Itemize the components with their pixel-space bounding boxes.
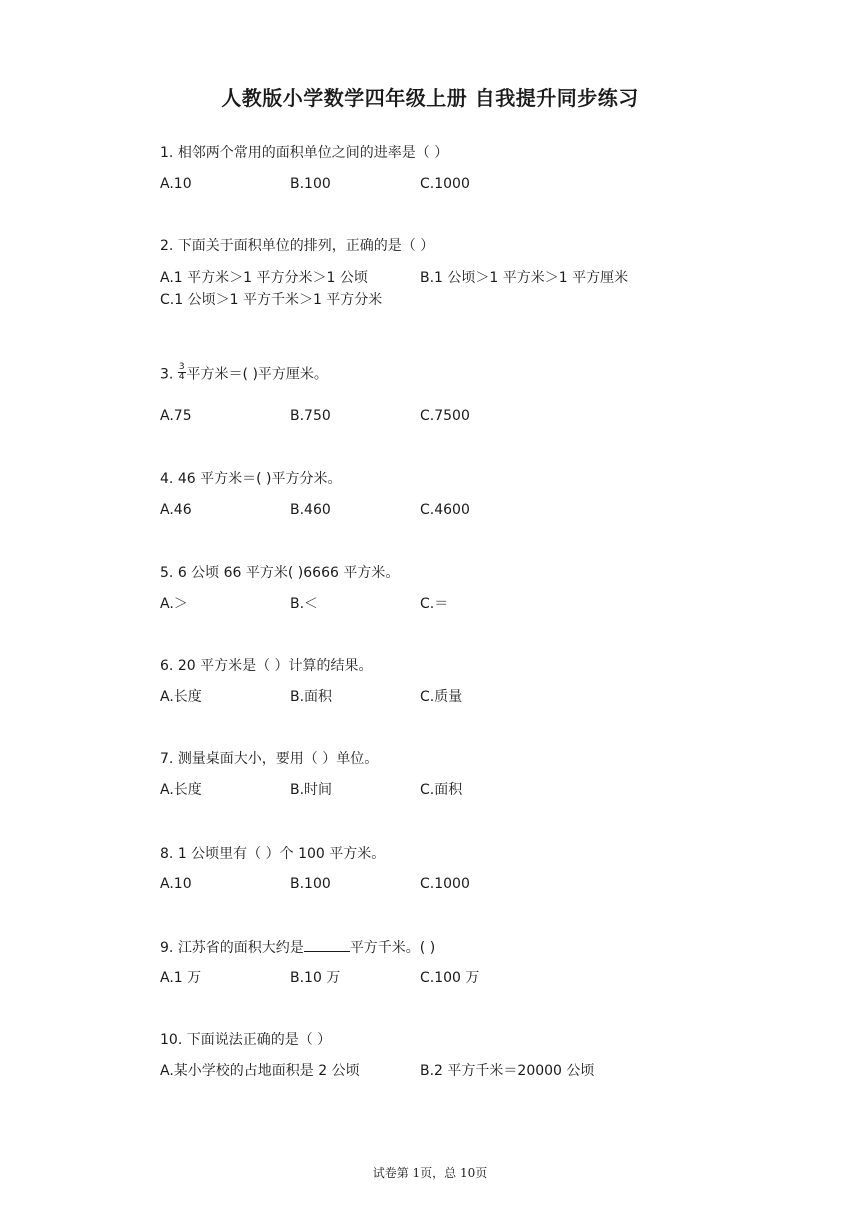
option-a: A.1 平方米＞1 平方分米＞1 公顷	[160, 270, 368, 286]
option-a: A.46	[160, 502, 192, 518]
question-stem: 4. 46 平方米＝( )平方分米。	[160, 471, 342, 487]
option-a: A.＞	[160, 596, 188, 612]
option-c: C.1000	[420, 176, 470, 192]
option-a: A.某小学校的占地面积是 2 公顷	[160, 1063, 360, 1079]
option-b: B.100	[290, 176, 331, 192]
option-c: C.＝	[420, 596, 449, 612]
page-title: 人教版小学数学四年级上册 自我提升同步练习	[221, 86, 639, 110]
option-a: A.1 万	[160, 970, 202, 986]
question-stem: 8. 1 公顷里有（ ）个 100 平方米。	[160, 846, 386, 862]
option-a: A.长度	[160, 689, 202, 705]
option-a: A.75	[160, 408, 192, 424]
option-c: C.1000	[420, 876, 470, 892]
question-stem: 5. 6 公顷 66 平方米( )6666 平方米。	[160, 565, 400, 581]
option-b: B.10 万	[290, 970, 341, 986]
option-a: A.10	[160, 176, 192, 192]
question-stem: 7. 测量桌面大小，要用（ ）单位。	[160, 751, 379, 767]
question-stem: 3. $\frac{3}{4}$ 平方米＝( )平方厘米。	[160, 362, 328, 383]
question-stem: 10. 下面说法正确的是（ ）	[160, 1032, 332, 1048]
option-c: C.7500	[420, 408, 470, 424]
option-b: B.1 公顷＞1 平方米＞1 平方厘米	[420, 270, 629, 286]
question-stem: 6. 20 平方米是（ ）计算的结果。	[160, 658, 373, 674]
option-b: B.时间	[290, 782, 333, 798]
option-a: A.长度	[160, 782, 202, 798]
option-c: C.质量	[420, 689, 463, 705]
option-b: B.460	[290, 502, 331, 518]
answer-blank	[304, 937, 350, 952]
page-footer: 试卷第 1页，总 10页	[372, 1166, 488, 1180]
option-c: C.1 公顷＞1 平方千米＞1 平方分米	[160, 292, 383, 308]
option-b: B.＜	[290, 596, 319, 612]
option-c: C.面积	[420, 782, 463, 798]
option-c: C.100 万	[420, 970, 480, 986]
option-b: B.2 平方千米＝20000 公顷	[420, 1063, 595, 1079]
question-stem: 9. 江苏省的面积大约是 平方千米。( )	[160, 937, 435, 957]
option-a: A.10	[160, 876, 192, 892]
option-c: C.4600	[420, 502, 470, 518]
option-b: B.750	[290, 408, 331, 424]
option-b: B.100	[290, 876, 331, 892]
fraction: $\frac{3}{4}$	[178, 362, 185, 382]
question-stem: 2. 下面关于面积单位的排列，正确的是（ ）	[160, 238, 435, 254]
question-stem: 1. 相邻两个常用的面积单位之间的进率是（ ）	[160, 145, 449, 161]
option-b: B.面积	[290, 689, 333, 705]
